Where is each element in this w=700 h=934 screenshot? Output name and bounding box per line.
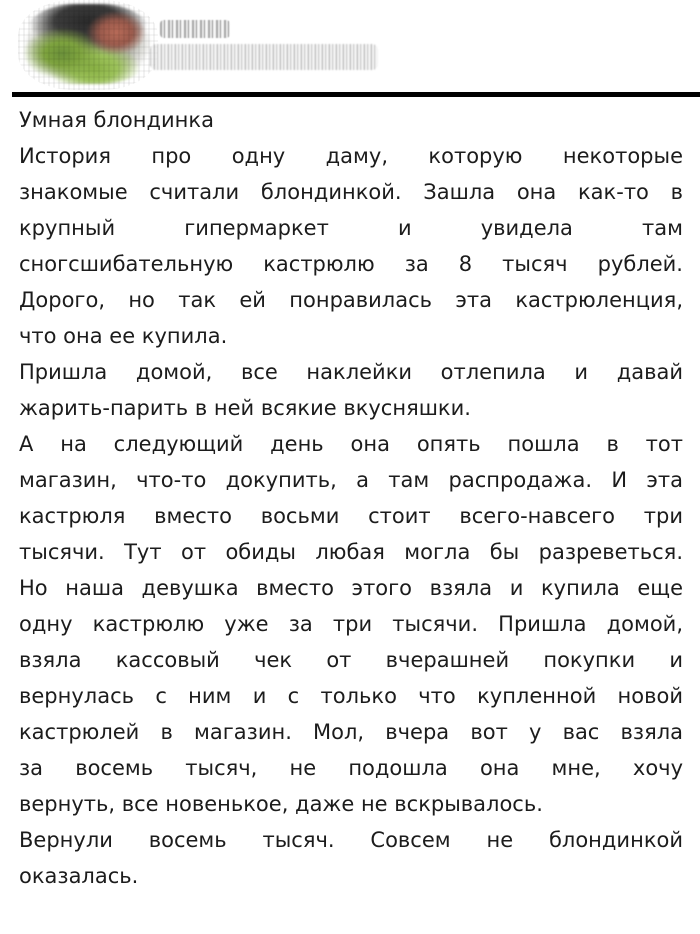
text-line: за восемь тысяч, не подошла она мне, хочу	[19, 756, 683, 780]
text-line: одну кастрюлю уже за три тысячи. Пришла домой,	[19, 612, 683, 636]
blurred-author-name	[160, 20, 230, 38]
blurred-author-meta	[150, 44, 378, 70]
text-line: Пришла домой, все наклейки отлепила и давай	[19, 360, 683, 384]
text-line: кастрюля вместо восьми стоит всего-навсего три	[19, 504, 683, 528]
header-divider	[12, 92, 700, 97]
paragraph-4	[19, 822, 683, 894]
post-header	[0, 0, 700, 92]
paragraph-3	[19, 426, 683, 822]
text-line: что она ее купила.	[19, 324, 228, 348]
text-line: А на следующий день она опять пошла в тот	[19, 432, 683, 456]
text-line: Дорого, но так ей понравилась эта кастрюленция,	[19, 288, 683, 312]
text-line: жарить-парить в ней всякие вкусняшки.	[19, 396, 471, 420]
paragraph-2	[19, 354, 683, 426]
post-title: Умная блондинка	[19, 108, 214, 132]
post-body	[19, 102, 683, 894]
text-line: знакомые считали блондинкой. Зашла она как-то в	[19, 180, 683, 204]
text-line: взяла кассовый чек от вчерашней покупки и	[19, 648, 683, 672]
text-line: сногсшибательную кастрюлю за 8 тысяч рублей.	[19, 252, 683, 276]
text-line: оказалась.	[19, 864, 139, 888]
text-line: крупный гипермаркет и увидела там	[19, 216, 683, 240]
avatar-pixelation	[18, 0, 158, 90]
paragraph-1	[19, 138, 683, 354]
text-line: Но наша девушка вместо этого взяла и купила еще	[19, 576, 683, 600]
text-line: кастрюлей в магазин. Мол, вчера вот у вас взяла	[19, 720, 683, 744]
text-line: тысячи. Тут от обиды любая могла бы разреветься.	[19, 540, 683, 564]
text-line: вернулась с ним и с только что купленной новой	[19, 684, 683, 708]
text-line: История про одну даму, которую некоторые	[19, 144, 683, 168]
text-line: Вернули восемь тысяч. Совсем не блондинкой	[19, 828, 683, 852]
text-line: вернуть, все новенькое, даже не вскрывалось.	[19, 792, 543, 816]
text-line: магазин, что-то докупить, а там распродажа. И эта	[19, 468, 683, 492]
